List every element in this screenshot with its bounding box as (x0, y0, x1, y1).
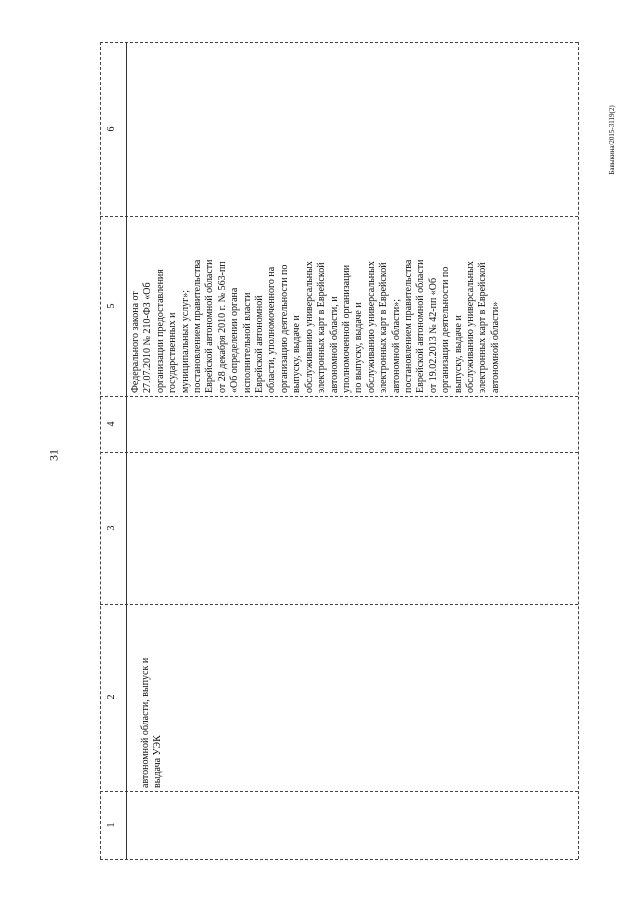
cell-col3 (126, 453, 578, 603)
cell-col5: Федерального закона от 27.07.2010 № 210-ФЗ «Об организации предоставления государственных и муниципальных услуг»; постановлением правительства Еврейской автономной области от 28 декабря 2010 г. № 563-пп «Об определении органа исполнительной власти Еврейской автономной области, уполномоченного на организацию деятельности по выпуску, выдаче и обслуживанию универсальных электронных карт в Еврейской автономной области, и уполномоченной организации по выпуску, выдаче и обслуживанию универсальных электронных карт в Еврейской автономной области»; постановлением правительства Еврейской автономной области от 19.02.2013 № 42-пп «Об организации деятельности по выпуску, выдаче и обслуживанию универсальных электронных карт в Еврейской автономной области» (130, 259, 501, 393)
column-number-3: 3 (106, 525, 117, 531)
cell-col4 (126, 397, 578, 451)
cell-col6 (126, 43, 578, 215)
column-divider-3-2 (100, 604, 578, 605)
page-number: 31 (46, 449, 61, 461)
document-code: Бавыкина/2015-3119(2) (608, 105, 616, 175)
cell-col2: автономной области, выпуск и выдача УЭК (140, 657, 164, 788)
column-number-5: 5 (106, 303, 117, 309)
cell-col1 (126, 792, 578, 858)
column-number-6: 6 (106, 126, 117, 132)
column-number-4: 4 (106, 421, 117, 427)
column-number-2: 2 (106, 694, 117, 700)
table-border-right (578, 42, 579, 859)
column-number-1: 1 (106, 822, 117, 828)
table-border-bottom (100, 859, 578, 860)
table-border-left (100, 42, 101, 859)
